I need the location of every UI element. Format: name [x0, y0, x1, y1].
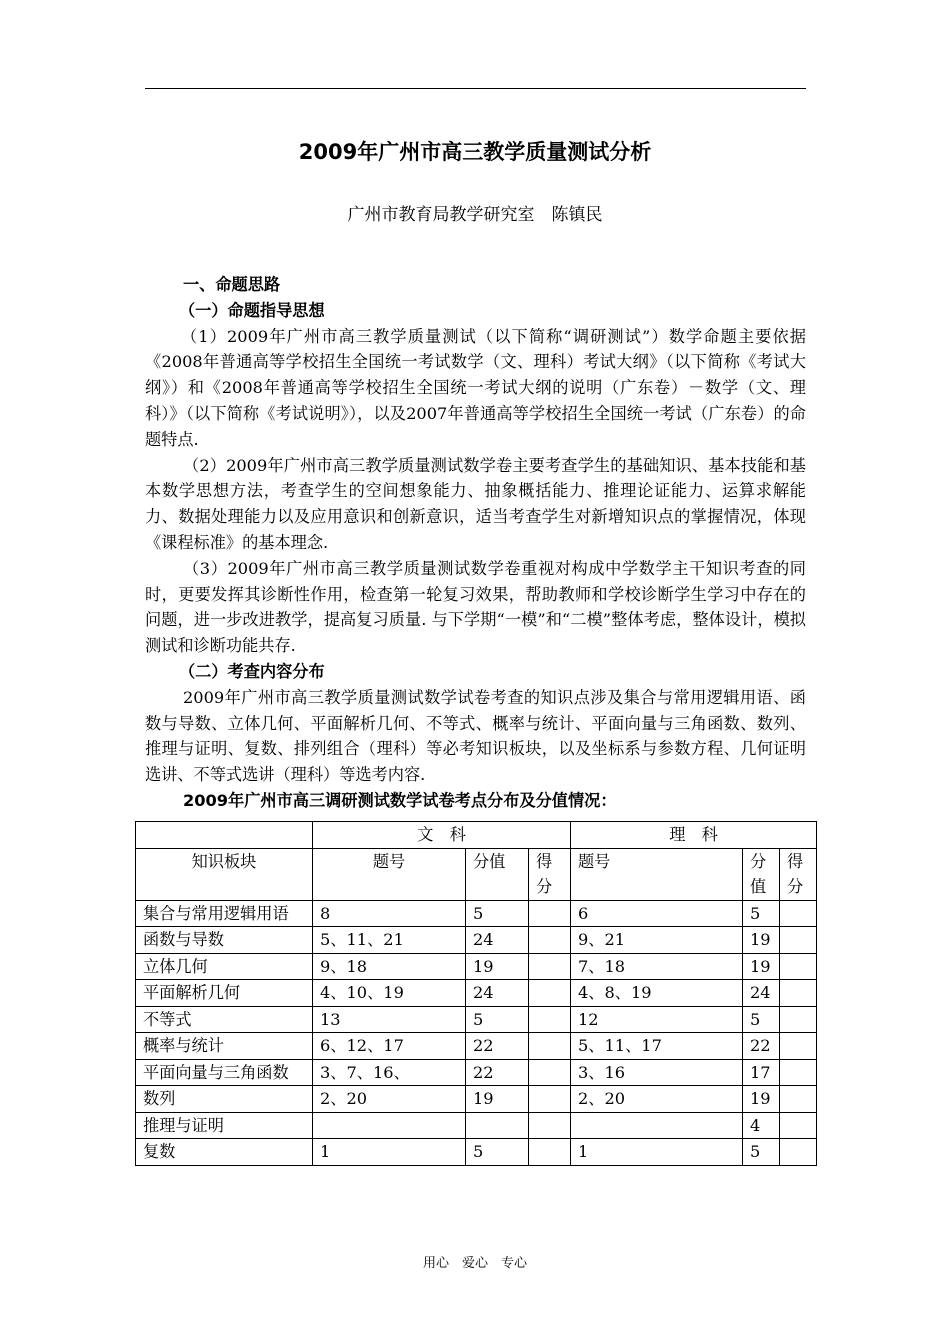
cell-wen-num: 1 — [313, 1139, 466, 1166]
cell-wen-got — [529, 980, 571, 1007]
cell-li-score: 19 — [743, 1086, 780, 1113]
group-header-wen: 文 科 — [313, 822, 571, 849]
cell-li-score: 22 — [743, 1033, 780, 1060]
distribution-table — [135, 821, 817, 1166]
cell-wen-got — [529, 953, 571, 980]
col-header-wen-score: 分值 — [466, 848, 529, 900]
cell-wen-score: 24 — [466, 980, 529, 1007]
cell-li-got — [780, 953, 817, 980]
col-header-li-score: 分值 — [743, 848, 780, 900]
paragraph: （2）2009年广州市高三教学质量测试数学卷主要考查学生的基础知识、基本技能和基本数学思想方法，考查学生的空间想象能力、抽象概括能力、推理论证能力、运算求解能力、数据处理能力以及应用意识和创新意识，适当考查学生对新增知识点的掌握情况，体现《课程标准》的基本理念. — [145, 455, 806, 552]
cell-block: 数列 — [136, 1086, 313, 1113]
cell-block: 平面解析几何 — [136, 980, 313, 1007]
paragraph: 2009年广州市高三教学质量测试数学试卷考查的知识点涉及集合与常用逻辑用语、函数与导数、立体几何、平面解析几何、不等式、概率与统计、平面向量与三角函数、数列、推理与证明、复数、排列组合（理科）等必考知识板块，以及坐标系与参数方程、几何证明选讲、不等式选讲（理科）等选考内容. — [145, 687, 806, 785]
table-row — [136, 1086, 817, 1113]
cell-li-score: 5 — [743, 1139, 780, 1166]
col-header-li-got: 得分 — [780, 848, 817, 900]
table-row — [136, 1059, 817, 1086]
cell-li-score: 17 — [743, 1059, 780, 1086]
cell-wen-num: 9、18 — [313, 953, 466, 980]
cell-wen-score: 19 — [466, 1086, 529, 1113]
cell-block: 集合与常用逻辑用语 — [136, 900, 313, 927]
cell-li-got — [780, 1112, 817, 1139]
document-body — [145, 272, 806, 814]
cell-block: 推理与证明 — [136, 1112, 313, 1139]
cell-li-num: 2、20 — [571, 1086, 743, 1113]
cell-li-num: 3、16 — [571, 1059, 743, 1086]
cell-li-score: 19 — [743, 953, 780, 980]
paragraph: （3）2009年广州市高三教学质量测试数学卷重视对构成中学数学主干知识考查的同时，更要发挥其诊断性作用，检查第一轮复习效果，帮助教师和学校诊断学生学习中存在的问题，进一步改进教学，提高复习质量. 与下学期“一模”和“二模”整体考虑，整体设计，模拟测试和诊断功能共存. — [145, 558, 806, 656]
author-line: 广州市教育局教学研究室 陈镇民 — [347, 205, 603, 225]
cell-wen-got — [529, 1059, 571, 1086]
cell-wen-num: 2、20 — [313, 1086, 466, 1113]
cell-wen-score: 19 — [466, 953, 529, 980]
col-header-wen-got: 得分 — [529, 848, 571, 900]
cell-li-num: 5、11、17 — [571, 1033, 743, 1060]
cell-wen-score: 24 — [466, 927, 529, 954]
table-row — [136, 953, 817, 980]
cell-wen-num: 4、10、19 — [313, 980, 466, 1007]
cell-wen-score — [466, 1112, 529, 1139]
cell-wen-num: 13 — [313, 1006, 466, 1033]
header-rule — [145, 88, 806, 89]
table-row — [136, 1006, 817, 1033]
cell-li-num: 9、21 — [571, 927, 743, 954]
cell-wen-got — [529, 1086, 571, 1113]
cell-li-num: 12 — [571, 1006, 743, 1033]
cell-wen-num: 5、11、21 — [313, 927, 466, 954]
cell-li-num: 1 — [571, 1139, 743, 1166]
col-header-block: 知识板块 — [136, 848, 313, 900]
table-column-header-row — [136, 848, 817, 900]
cell-wen-got — [529, 927, 571, 954]
cell-li-got — [780, 900, 817, 927]
col-header-li-num: 题号 — [571, 848, 743, 900]
cell-li-num — [571, 1112, 743, 1139]
table-row — [136, 1139, 817, 1166]
cell-li-got — [780, 1006, 817, 1033]
cell-block: 函数与导数 — [136, 927, 313, 954]
cell-wen-score: 22 — [466, 1033, 529, 1060]
cell-li-got — [780, 1059, 817, 1086]
cell-wen-score: 5 — [466, 1006, 529, 1033]
cell-block: 立体几何 — [136, 953, 313, 980]
cell-li-got — [780, 927, 817, 954]
cell-li-score: 19 — [743, 927, 780, 954]
cell-wen-score: 5 — [466, 900, 529, 927]
subsection-heading: （二）考查内容分布 — [179, 661, 325, 681]
cell-wen-num — [313, 1112, 466, 1139]
document-title: 2009年广州市高三教学质量测试分析 — [298, 140, 652, 164]
table-corner-cell — [136, 822, 313, 849]
table-row — [136, 1033, 817, 1060]
subsection-heading: （一）命题指导思想 — [179, 300, 325, 320]
cell-block: 不等式 — [136, 1006, 313, 1033]
cell-wen-score: 5 — [466, 1139, 529, 1166]
cell-wen-got — [529, 1139, 571, 1166]
table-row — [136, 900, 817, 927]
cell-li-score: 4 — [743, 1112, 780, 1139]
cell-wen-got — [529, 900, 571, 927]
cell-li-got — [780, 980, 817, 1007]
table-row — [136, 980, 817, 1007]
cell-li-num: 6 — [571, 900, 743, 927]
cell-li-score: 5 — [743, 900, 780, 927]
section-heading: 一、命题思路 — [183, 275, 281, 294]
cell-li-score: 5 — [743, 1006, 780, 1033]
cell-li-score: 24 — [743, 980, 780, 1007]
table-row — [136, 927, 817, 954]
cell-wen-num: 8 — [313, 900, 466, 927]
table-group-header-row — [136, 822, 817, 849]
page-footer: 用心 爱心 专心 — [422, 1256, 527, 1271]
table-row — [136, 1112, 817, 1139]
cell-li-got — [780, 1139, 817, 1166]
cell-wen-score: 22 — [466, 1059, 529, 1086]
cell-wen-num: 6、12、17 — [313, 1033, 466, 1060]
group-header-li: 理 科 — [571, 822, 817, 849]
cell-wen-got — [529, 1006, 571, 1033]
cell-block: 概率与统计 — [136, 1033, 313, 1060]
cell-li-num: 4、8、19 — [571, 980, 743, 1007]
paragraph: （1）2009年广州市高三教学质量测试（以下简称“调研测试”）数学命题主要依据《2008年普通高等学校招生全国统一考试数学（文、理科）考试大纲》（以下简称《考试大纲》）和《2008年普通高等学校招生全国统一考试大纲的说明（广东卷）－数学（文、理科）》（以下简称《考试说明》），以及2007年普通高等学校招生全国统一考试（广东卷）的命题特点. — [145, 326, 806, 449]
cell-li-got — [780, 1086, 817, 1113]
cell-li-num: 7、18 — [571, 953, 743, 980]
col-header-wen-num: 题号 — [313, 848, 466, 900]
table-caption: 2009年广州市高三调研测试数学试卷考点分布及分值情况： — [183, 790, 617, 810]
cell-li-got — [780, 1033, 817, 1060]
cell-wen-got — [529, 1033, 571, 1060]
cell-wen-got — [529, 1112, 571, 1139]
cell-block: 平面向量与三角函数 — [136, 1059, 313, 1086]
cell-wen-num: 3、7、16、 — [313, 1059, 466, 1086]
cell-block: 复数 — [136, 1139, 313, 1166]
